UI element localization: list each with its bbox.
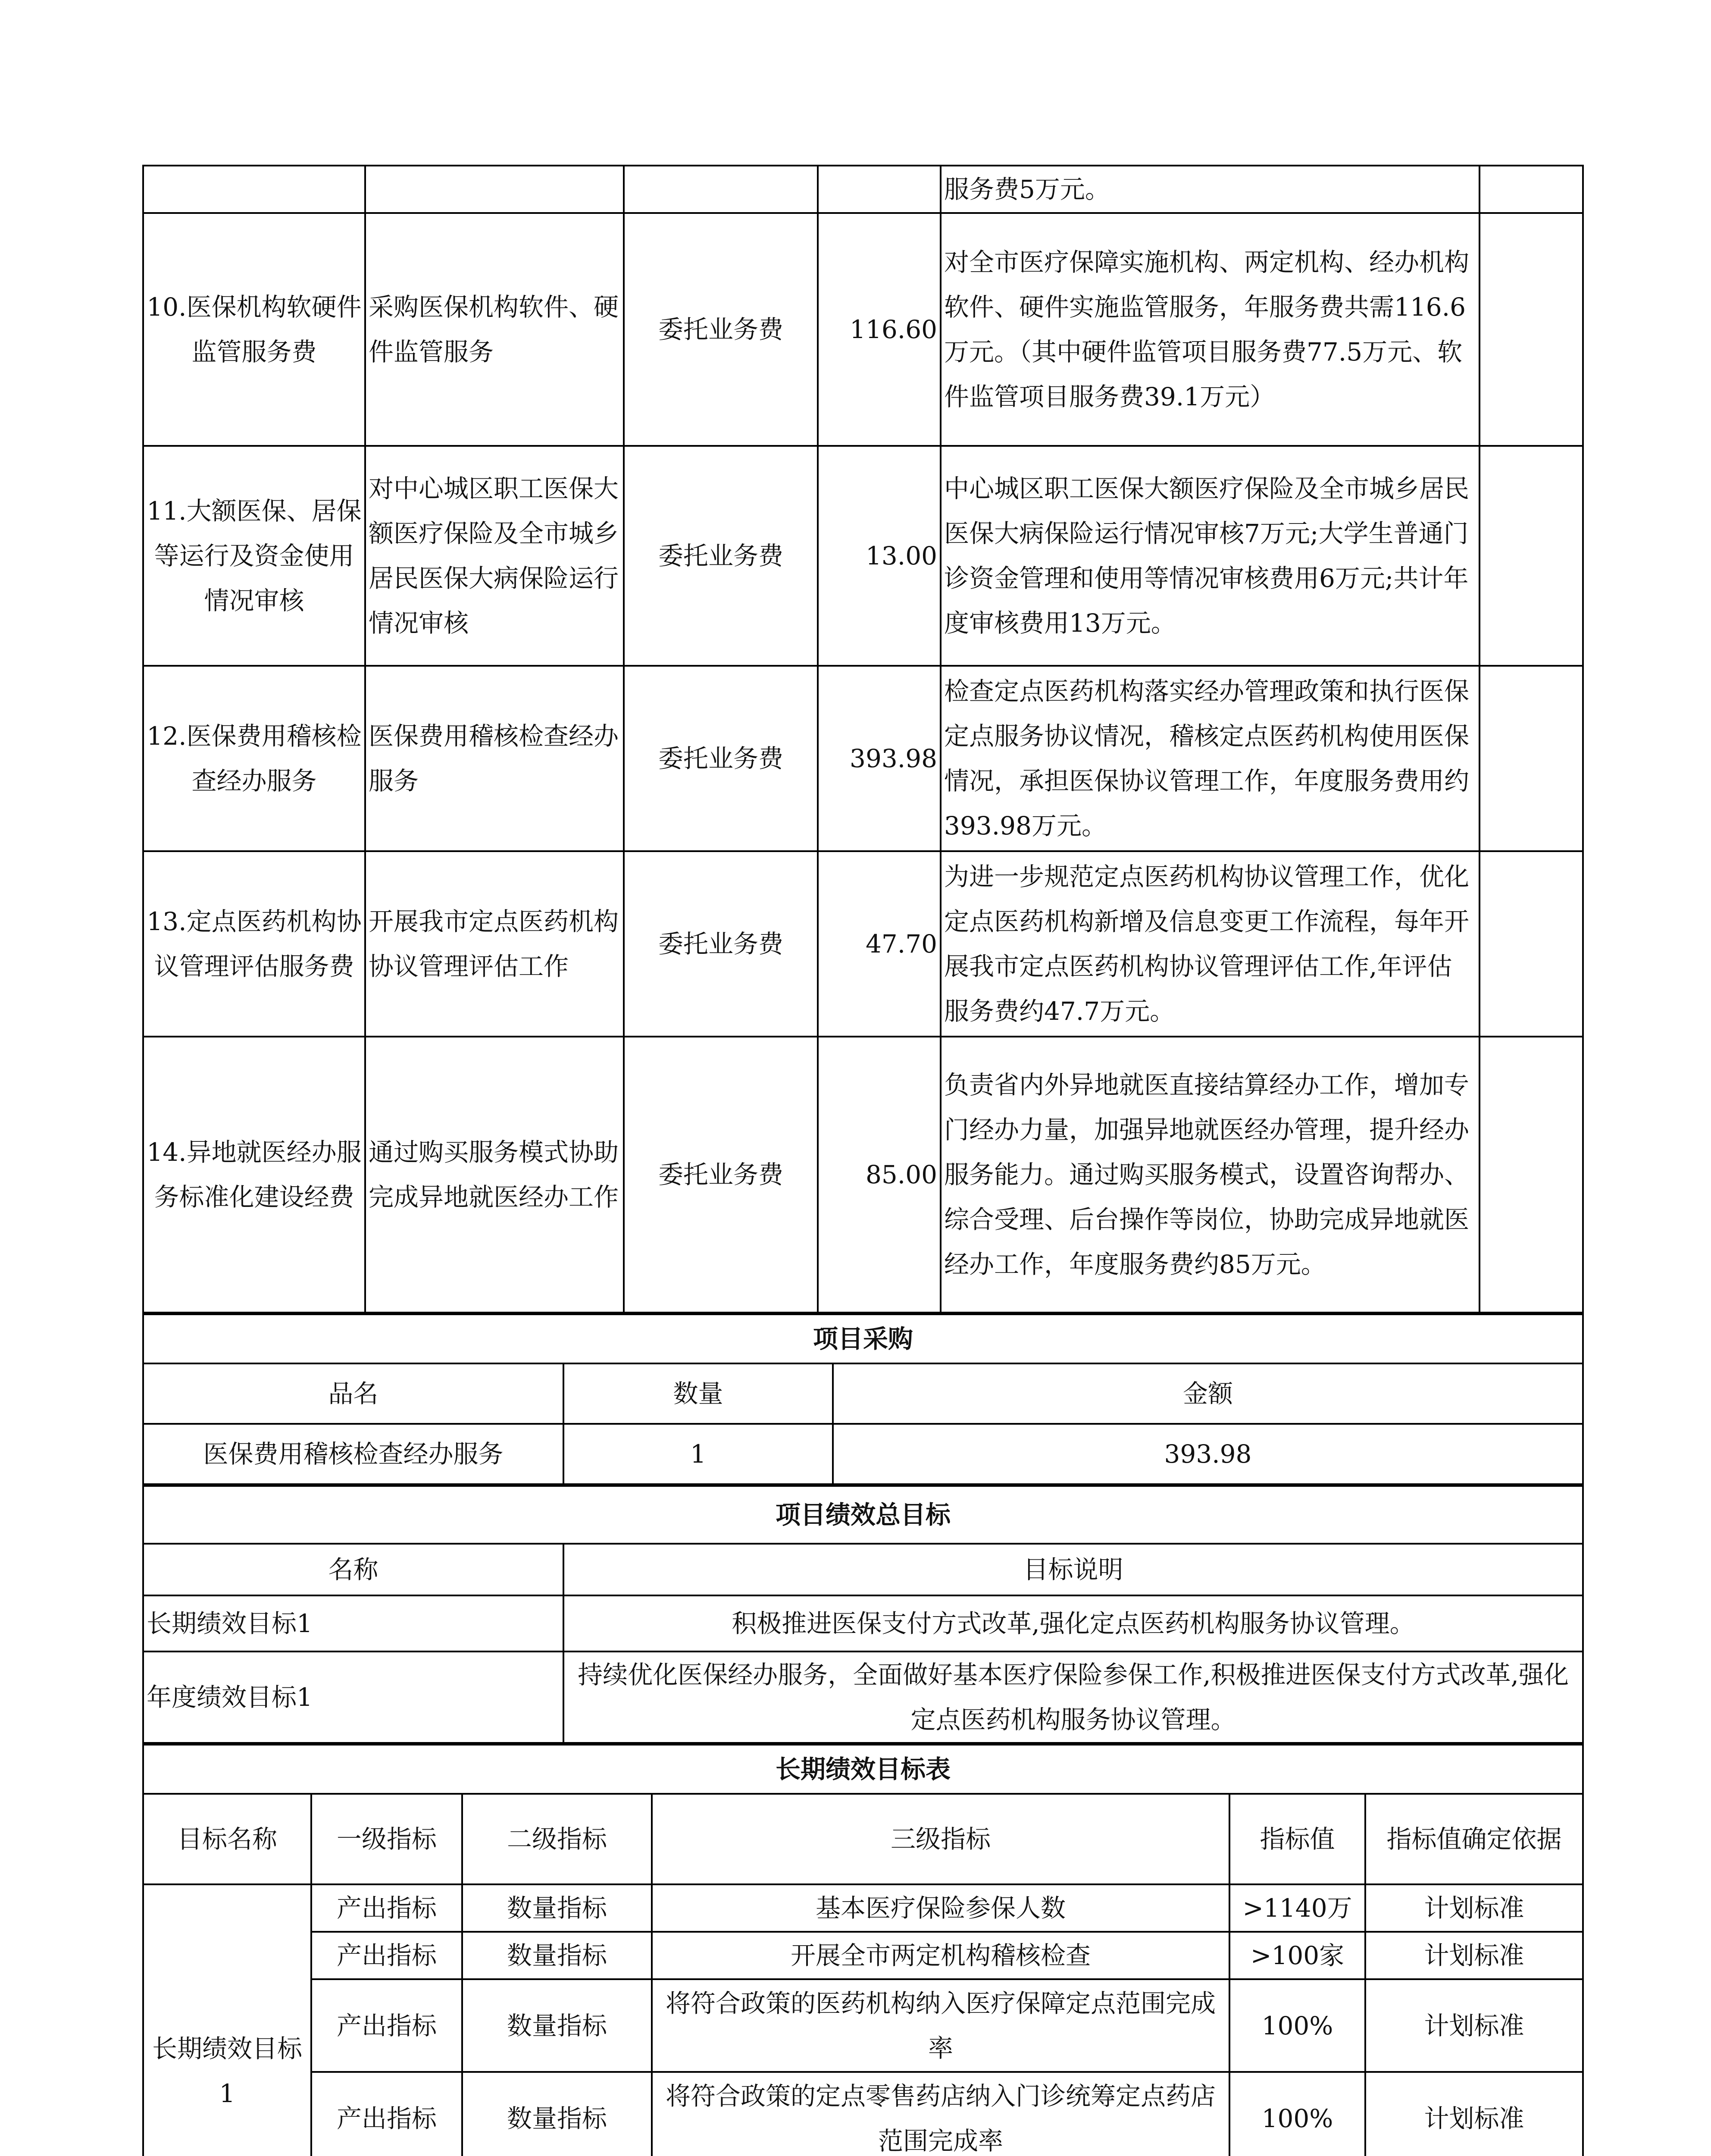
- overall-goal-name: 长期绩效目标1: [143, 1595, 563, 1651]
- expense-amount: 47.70: [818, 851, 941, 1037]
- expense-row: [143, 166, 1583, 213]
- procurement-item-amount: 393.98: [833, 1424, 1583, 1484]
- expense-content: 通过购买服务模式协助完成异地就医经办工作: [365, 1037, 624, 1313]
- kpi-level3: 将符合政策的定点零售药店纳入门诊统筹定点药店范围完成率: [652, 2072, 1229, 2156]
- expense-content: 对中心城区职工医保大额医疗保险及全市城乡居民医保大病保险运行情况审核: [365, 446, 624, 666]
- kpi-header-value: 指标值: [1229, 1794, 1365, 1884]
- expense-item-name: 11.大额医保、居保等运行及资金使用情况审核: [143, 446, 365, 666]
- expense-amount: 85.00: [818, 1037, 941, 1313]
- overall-goal-desc: 积极推进医保支付方式改革,强化定点医药机构服务协议管理。: [563, 1595, 1583, 1651]
- kpi-basis: 计划标准: [1365, 2072, 1583, 2156]
- kpi-level1: 产出指标: [311, 1884, 462, 1932]
- procurement-header-row: [143, 1363, 1583, 1424]
- expense-note: [1480, 666, 1583, 851]
- expense-description: 负责省内外异地就医直接结算经办工作，增加专门经办力量，加强异地就医经办管理，提升经办服务能力。通过购买服务模式，设置咨询帮办、综合受理、后台操作等岗位，协助完成异地就医经办工作，年度服务费约85万元。: [941, 1037, 1480, 1313]
- expense-item-name: 12.医保费用稽核检查经办服务: [143, 666, 365, 851]
- overall-goals-header-name: 名称: [143, 1544, 563, 1595]
- procurement-title: 项目采购: [143, 1314, 1583, 1363]
- kpi-basis: 计划标准: [1365, 1884, 1583, 1932]
- kpi-header-level2: 二级指标: [462, 1794, 652, 1884]
- expense-row: [143, 1037, 1583, 1313]
- expense-category: 委托业务费: [624, 213, 818, 446]
- kpi-level1: 产出指标: [311, 1932, 462, 1979]
- expense-item-name: 13.定点医药机构协议管理评估服务费: [143, 851, 365, 1037]
- long-term-kpi-table: [142, 1744, 1584, 2156]
- kpi-goal-name: 长期绩效目标1: [143, 1884, 311, 2156]
- overall-goals-table: [142, 1485, 1584, 1744]
- budget-document-page: [142, 165, 1582, 2156]
- kpi-header-level1: 一级指标: [311, 1794, 462, 1884]
- kpi-level2: 数量指标: [462, 1979, 652, 2072]
- kpi-row: [143, 2072, 1583, 2156]
- kpi-row: [143, 1884, 1583, 1932]
- expense-amount: 393.98: [818, 666, 941, 851]
- kpi-header-basis: 指标值确定依据: [1365, 1794, 1583, 1884]
- kpi-level1: 产出指标: [311, 2072, 462, 2156]
- expense-category: [624, 166, 818, 213]
- procurement-item-name: 医保费用稽核检查经办服务: [143, 1424, 563, 1484]
- kpi-value: 100%: [1229, 2072, 1365, 2156]
- expense-row: [143, 446, 1583, 666]
- expense-note: [1480, 166, 1583, 213]
- overall-goals-header-desc: 目标说明: [563, 1544, 1583, 1595]
- kpi-basis: 计划标准: [1365, 1979, 1583, 2072]
- expense-amount: 13.00: [818, 446, 941, 666]
- kpi-header-goal-name: 目标名称: [143, 1794, 311, 1884]
- expense-note: [1480, 213, 1583, 446]
- procurement-row: [143, 1424, 1583, 1484]
- kpi-header-level3: 三级指标: [652, 1794, 1229, 1884]
- kpi-section-row: [143, 1745, 1583, 1794]
- expense-content: 开展我市定点医药机构协议管理评估工作: [365, 851, 624, 1037]
- overall-goal-name: 年度绩效目标1: [143, 1651, 563, 1743]
- overall-goal-row: [143, 1595, 1583, 1651]
- expense-row: [143, 213, 1583, 446]
- procurement-header-name: 品名: [143, 1363, 563, 1424]
- overall-goals-section-row: [143, 1486, 1583, 1544]
- overall-goals-title: 项目绩效总目标: [143, 1486, 1583, 1544]
- kpi-basis: 计划标准: [1365, 1932, 1583, 1979]
- procurement-header-quantity: 数量: [563, 1363, 833, 1424]
- expense-description: 中心城区职工医保大额医疗保险及全市城乡居民医保大病保险运行情况审核7万元;大学生普通门诊资金管理和使用等情况审核费用6万元;共计年度审核费用13万元。: [941, 446, 1480, 666]
- expense-content: 医保费用稽核检查经办服务: [365, 666, 624, 851]
- expense-row: [143, 666, 1583, 851]
- expense-item-name: 14.异地就医经办服务标准化建设经费: [143, 1037, 365, 1313]
- kpi-level2: 数量指标: [462, 1884, 652, 1932]
- kpi-value: >1140万: [1229, 1884, 1365, 1932]
- expense-row: [143, 851, 1583, 1037]
- expense-item-name: [143, 166, 365, 213]
- expense-content: 采购医保机构软件、硬件监管服务: [365, 213, 624, 446]
- overall-goal-row: [143, 1651, 1583, 1743]
- kpi-value: >100家: [1229, 1932, 1365, 1979]
- expense-description: 服务费5万元。: [941, 166, 1480, 213]
- kpi-row: [143, 1979, 1583, 2072]
- kpi-level3: 开展全市两定机构稽核检查: [652, 1932, 1229, 1979]
- expense-item-name: 10.医保机构软硬件监管服务费: [143, 213, 365, 446]
- kpi-value: 100%: [1229, 1979, 1365, 2072]
- overall-goals-header-row: [143, 1544, 1583, 1595]
- expense-content: [365, 166, 624, 213]
- procurement-section-row: [143, 1314, 1583, 1363]
- expense-category: 委托业务费: [624, 1037, 818, 1313]
- kpi-level2: 数量指标: [462, 2072, 652, 2156]
- expense-category: 委托业务费: [624, 851, 818, 1037]
- expense-note: [1480, 851, 1583, 1037]
- overall-goal-desc: 持续优化医保经办服务，全面做好基本医疗保险参保工作,积极推进医保支付方式改革,强化定点医药机构服务协议管理。: [563, 1651, 1583, 1743]
- expense-amount: [818, 166, 941, 213]
- expense-note: [1480, 1037, 1583, 1313]
- expense-category: 委托业务费: [624, 666, 818, 851]
- expense-description: 为进一步规范定点医药机构协议管理工作，优化定点医药机构新增及信息变更工作流程，每年开展我市定点医药机构协议管理评估工作,年评估服务费约47.7万元。: [941, 851, 1480, 1037]
- kpi-level2: 数量指标: [462, 1932, 652, 1979]
- kpi-level3: 基本医疗保险参保人数: [652, 1884, 1229, 1932]
- kpi-level1: 产出指标: [311, 1979, 462, 2072]
- kpi-row: [143, 1932, 1583, 1979]
- kpi-header-row: [143, 1794, 1583, 1884]
- expense-description: 检查定点医药机构落实经办管理政策和执行医保定点服务协议情况，稽核定点医药机构使用医保情况，承担医保协议管理工作，年度服务费用约393.98万元。: [941, 666, 1480, 851]
- expense-detail-table: [142, 165, 1584, 1313]
- expense-description: 对全市医疗保障实施机构、两定机构、经办机构软件、硬件实施监管服务，年服务费共需116.6万元。（其中硬件监管项目服务费77.5万元、软件监管项目服务费39.1万元）: [941, 213, 1480, 446]
- expense-amount: 116.60: [818, 213, 941, 446]
- procurement-table: [142, 1313, 1584, 1485]
- kpi-title: 长期绩效目标表: [143, 1745, 1583, 1794]
- expense-note: [1480, 446, 1583, 666]
- procurement-item-quantity: 1: [563, 1424, 833, 1484]
- kpi-level3: 将符合政策的医药机构纳入医疗保障定点范围完成率: [652, 1979, 1229, 2072]
- expense-category: 委托业务费: [624, 446, 818, 666]
- procurement-header-amount: 金额: [833, 1363, 1583, 1424]
